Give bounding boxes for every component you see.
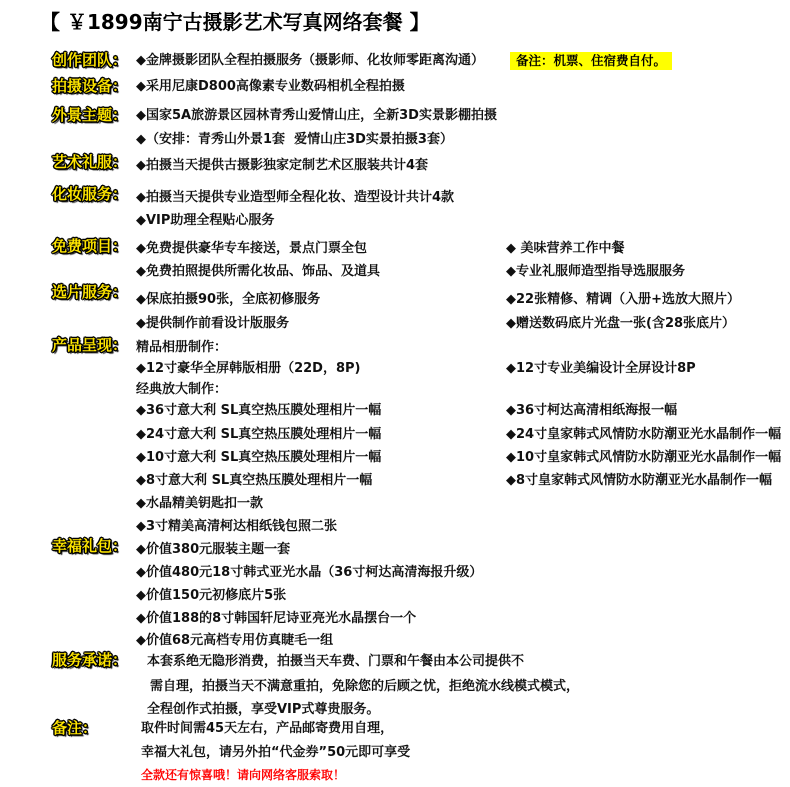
extra-item: ◆3寸精美高清柯达相纸钱包照二张 (136, 519, 338, 534)
section-label-outdoor: 外景主题： (52, 106, 128, 124)
travel-cost-note: 备注：机票、住宿费自付。 (510, 52, 672, 70)
makeup-line: ◆VIP助理全程贴心服务 (136, 213, 275, 228)
promise-line: 需自理，拍摄当天不满意重拍，免除您的后顾之忧，拒绝流水线模式模式， (150, 679, 580, 694)
surprise-highlight: 全款还有惊喜哦！请向网络客服索取！ (141, 768, 346, 782)
section-label-products: 产品呈现： (52, 336, 128, 354)
enlarge-heading: 经典放大制作： (136, 382, 228, 397)
section-label-team: 创作团队： (52, 51, 128, 69)
album-item-right: ◆12寸专业美编设计全屏设计8P (506, 361, 696, 376)
gift-item: ◆价值480元18寸韩式亚光水晶（36寸柯达高清海报升级） (136, 565, 483, 580)
album-item-left: ◆12寸豪华全屏韩版相册（22D，8P) (136, 361, 361, 376)
promise-line: 全程创作式拍摄，享受VIP式尊贵服务。 (147, 702, 380, 717)
section-label-promise: 服务承诺： (52, 651, 128, 669)
team-line: ◆金牌摄影团队全程拍摄服务（摄影师、化妆师零距离沟通） (136, 53, 484, 68)
free-item-left: ◆免费拍照提供所需化妆品、饰品、及道具 (136, 264, 380, 279)
extra-item: ◆水晶精美钥匙扣一款 (136, 496, 263, 511)
enlarge-item-left: ◆8寸意大利 SL真空热压膜处理相片一幅 (136, 473, 373, 488)
section-label-selection: 选片服务： (52, 283, 128, 301)
selection-item-right: ◆赠送数码底片光盘一张(含28张底片） (506, 316, 736, 331)
equipment-line: ◆采用尼康D800高像素专业数码相机全程拍摄 (136, 79, 405, 94)
outdoor-line: ◆（安排：青秀山外景1套 爱情山庄3D实景拍摄3套） (136, 132, 453, 147)
enlarge-item-left: ◆36寸意大利 SL真空热压膜处理相片一幅 (136, 403, 382, 418)
selection-item-left: ◆保底拍摄90张，全底初修服务 (136, 292, 321, 307)
enlarge-item-right: ◆10寸皇家韩式风情防水防潮亚光水晶制作一幅 (506, 450, 782, 465)
outdoor-line: ◆国家5A旅游景区园林青秀山爱情山庄，全新3D实景影棚拍摄 (136, 108, 497, 123)
gift-item: ◆价值150元初修底片5张 (136, 588, 287, 603)
free-item-right: ◆ 美味营养工作中餐 (506, 241, 625, 256)
enlarge-item-right: ◆8寸皇家韩式风情防水防潮亚光水晶制作一幅 (506, 473, 773, 488)
gift-item: ◆价值188的8寸韩国轩尼诗亚亮光水晶摆台一个 (136, 611, 417, 626)
free-item-left: ◆免费提供豪华专车接送，景点门票全包 (136, 241, 367, 256)
enlarge-item-left: ◆10寸意大利 SL真空热压膜处理相片一幅 (136, 450, 382, 465)
section-label-equipment: 拍摄设备： (52, 77, 128, 95)
promise-line: 本套系绝无隐形消费，拍摄当天车费、门票和午餐由本公司提供不 (147, 654, 525, 669)
selection-item-right: ◆22张精修、精调（入册+选放大照片） (506, 292, 740, 307)
section-label-free: 免费项目： (52, 237, 128, 255)
page-title: 【 ￥1899南宁古摄影艺术写真网络套餐 】 (40, 10, 430, 34)
enlarge-item-left: ◆24寸意大利 SL真空热压膜处理相片一幅 (136, 427, 382, 442)
section-label-gift: 幸福礼包： (52, 537, 128, 555)
section-label-remark: 备注： (52, 719, 98, 737)
free-item-right: ◆专业礼服师造型指导选服服务 (506, 264, 685, 279)
section-label-makeup: 化妆服务： (52, 185, 128, 203)
section-label-costume: 艺术礼服： (52, 153, 128, 171)
gift-item: ◆价值380元服装主题一套 (136, 542, 291, 557)
enlarge-item-right: ◆36寸柯达高清相纸海报一幅 (506, 403, 678, 418)
costume-line: ◆拍摄当天提供古摄影独家定制艺术区服装共计4套 (136, 158, 429, 173)
gift-item: ◆价值68元高档专用仿真睫毛一组 (136, 633, 334, 648)
enlarge-item-right: ◆24寸皇家韩式风情防水防潮亚光水晶制作一幅 (506, 427, 782, 442)
makeup-line: ◆拍摄当天提供专业造型师全程化妆、造型设计共计4款 (136, 190, 455, 205)
remark-line: 幸福大礼包，请另外拍“代金券”50元即可享受 (141, 745, 411, 760)
album-heading: 精品相册制作： (136, 340, 228, 355)
remark-line: 取件时间需45天左右，产品邮寄费用自理， (141, 721, 394, 736)
selection-item-left: ◆提供制作前看设计版服务 (136, 316, 289, 331)
